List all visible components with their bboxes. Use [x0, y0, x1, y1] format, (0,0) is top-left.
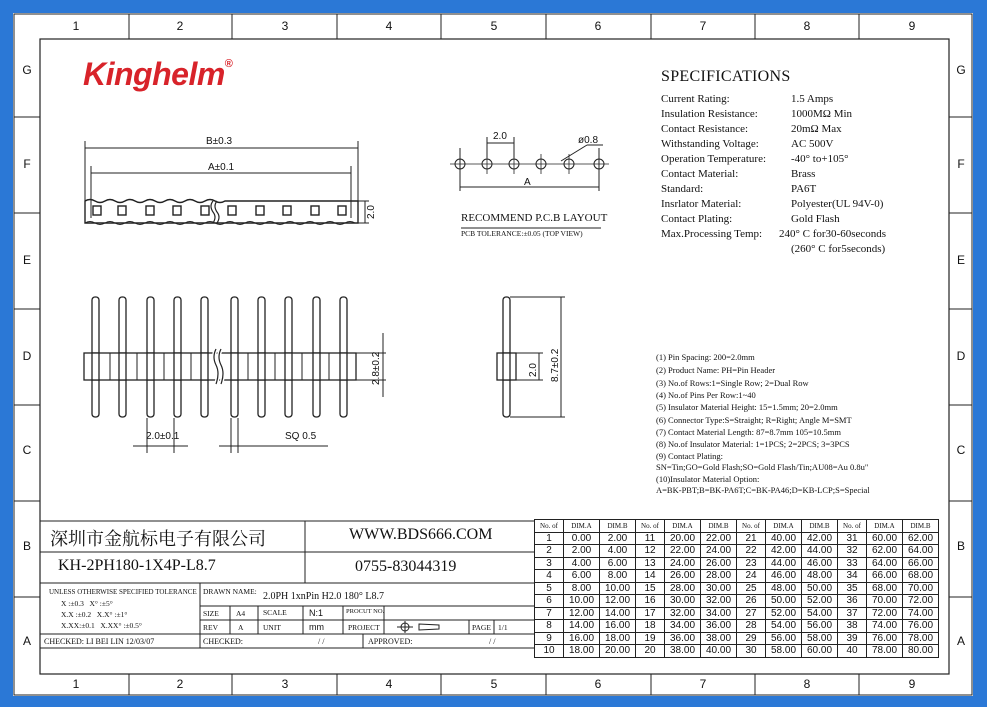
note-line: (7) Contact Material Length: 87=8.7mm 105=10.5mm	[656, 427, 841, 437]
table-cell: 33	[838, 557, 867, 570]
table-cell: 7	[535, 607, 564, 620]
col-header: DIM.A	[766, 520, 802, 533]
col-header: DIM.A	[564, 520, 600, 533]
table-cell: 14	[636, 570, 665, 583]
table-cell: 16.00	[600, 620, 636, 633]
zone-col-6: 6	[594, 19, 602, 33]
table-cell: 30.00	[665, 595, 701, 608]
front-height-label: 2.8±0.2	[371, 351, 382, 385]
table-cell: 18.00	[600, 632, 636, 645]
drawing-sheet	[13, 13, 973, 696]
spec-value: PA6T	[791, 183, 817, 195]
note-line: A=BK-PBT;B=BK-PA6T;C=BK-PA46;D=KB-LCP;S=Special	[656, 485, 870, 495]
table-cell: 36.00	[665, 632, 701, 645]
table-cell: 8	[535, 620, 564, 633]
table-cell: 34.00	[665, 620, 701, 633]
size-label: SIZE	[203, 609, 219, 618]
table-cell: 37	[838, 607, 867, 620]
note-line: (10)Insulator Material Option:	[656, 474, 760, 484]
col-header: DIM.B	[802, 520, 838, 533]
table-cell: 54.00	[802, 607, 838, 620]
scale-value: N:1	[309, 608, 324, 618]
note-line: (8) No.of Insulator Material: 1=1PCS; 2=2PCS; 3=3PCS	[656, 439, 850, 449]
table-cell: 30.00	[701, 582, 737, 595]
note-line: (6) Connector Type:S=Straight; R=Right; Angle M=SMT	[656, 415, 852, 425]
table-cell: 35	[838, 582, 867, 595]
zone-row-g-right: G	[956, 63, 966, 77]
table-row	[535, 645, 939, 658]
table-cell: 2	[535, 545, 564, 558]
table-cell: 34	[838, 570, 867, 583]
table-cell: 58.00	[802, 632, 838, 645]
table-cell: 50.00	[802, 582, 838, 595]
table-cell: 46.00	[802, 557, 838, 570]
note-line: (4) No.of Pins Per Row:1~40	[656, 390, 756, 400]
spec-label: Current Rating:	[661, 93, 730, 105]
part-number: KH-2PH180-1X4P-L8.7	[58, 557, 216, 574]
table-cell: 76.00	[867, 632, 903, 645]
table-cell: 2.00	[600, 532, 636, 545]
front-sq-label: SQ 0.5	[285, 431, 317, 442]
spec-row	[661, 153, 848, 165]
table-cell: 8.00	[564, 582, 600, 595]
tolerance-row	[61, 610, 127, 619]
table-cell: 5	[535, 582, 564, 595]
spec-label: Standard:	[661, 183, 704, 195]
spec-row	[661, 243, 885, 255]
note-line: (9) Contact Plating:	[656, 451, 724, 461]
table-cell: 72.00	[867, 607, 903, 620]
spec-value: Polyester(UL 94V-0)	[791, 198, 884, 210]
table-cell: 38	[838, 620, 867, 633]
phone-number: 0755-83044319	[355, 558, 457, 575]
table-cell: 22.00	[665, 545, 701, 558]
table-cell: 1	[535, 532, 564, 545]
note-line: (5) Insulator Material Height: 15=1.5mm; 20=2.0mm	[656, 402, 838, 412]
zone-row-b-right: B	[956, 539, 965, 553]
side-length-label: 8.7±0.2	[550, 348, 561, 382]
table-cell: 80.00	[903, 645, 939, 658]
table-cell: 40.00	[701, 645, 737, 658]
pcb-layout-title: RECOMMEND P.C.B LAYOUT	[461, 212, 608, 224]
spec-value: 240° C for30-60seconds	[779, 228, 887, 240]
table-row	[535, 532, 939, 545]
drawn-name: 2.0PH 1xnPin H2.0 180° L8.7	[263, 591, 384, 602]
table-cell: 56.00	[766, 632, 802, 645]
tolerance-row	[61, 599, 113, 608]
tolerance-header: UNLESS OTHERWISE SPECIFIED TOLERANCE	[49, 588, 197, 596]
table-cell: 17	[636, 607, 665, 620]
rev-label: REV	[203, 623, 218, 632]
unit-value: mm	[309, 622, 324, 632]
spec-row	[661, 213, 840, 225]
table-cell: 52.00	[766, 607, 802, 620]
table-cell: 24	[737, 570, 766, 583]
col-header: DIM.B	[701, 520, 737, 533]
col-header: DIM.B	[903, 520, 939, 533]
table-cell: 22	[737, 545, 766, 558]
zone-col-1: 1	[72, 19, 80, 33]
spec-row	[661, 168, 815, 180]
zone-col-8: 8	[803, 19, 811, 33]
zone-col-7: 7	[699, 19, 707, 33]
spec-row	[661, 198, 883, 210]
zone-row-f: F	[23, 157, 31, 171]
table-cell: 28	[737, 620, 766, 633]
spec-label: Withstanding Voltage:	[661, 138, 759, 150]
table-cell: 64.00	[867, 557, 903, 570]
project-label: PROJECT	[348, 623, 380, 632]
table-cell: 36.00	[701, 620, 737, 633]
table-cell: 16.00	[564, 632, 600, 645]
logo-text: Kinghelm	[83, 56, 225, 92]
table-cell: 11	[636, 532, 665, 545]
pcb-span-label: A	[524, 177, 531, 188]
table-cell: 64.00	[903, 545, 939, 558]
table-cell: 72.00	[903, 595, 939, 608]
table-cell: 48.00	[802, 570, 838, 583]
table-cell: 74.00	[867, 620, 903, 633]
zone-col-9-bottom: 9	[908, 677, 916, 691]
table-cell: 2.00	[564, 545, 600, 558]
zone-col-1-bottom: 1	[72, 677, 80, 691]
approved-date: / /	[489, 637, 496, 646]
unit-label: UNIT	[263, 623, 281, 632]
table-cell: 6	[535, 595, 564, 608]
zone-row-c-right: C	[956, 443, 966, 457]
specifications-title: SPECIFICATIONS	[661, 68, 791, 85]
table-cell: 6.00	[564, 570, 600, 583]
zone-row-a-right: A	[956, 634, 965, 648]
dimension-table	[534, 519, 939, 658]
tolerance-angular: X.XX° :±0.5°	[100, 621, 142, 630]
table-cell: 40.00	[766, 532, 802, 545]
table-cell: 66.00	[903, 557, 939, 570]
table-cell: 14.00	[564, 620, 600, 633]
table-cell: 23	[737, 557, 766, 570]
rev-value: A	[238, 623, 244, 632]
table-cell: 54.00	[766, 620, 802, 633]
table-cell: 70.00	[867, 595, 903, 608]
table-row	[535, 595, 939, 608]
table-cell: 20.00	[665, 532, 701, 545]
zone-row-g: G	[22, 63, 32, 77]
table-cell: 68.00	[867, 582, 903, 595]
front-pitch-label: 2.0±0.1	[146, 431, 180, 442]
page-value: 1/1	[498, 623, 508, 632]
pcb-pitch-label: 2.0	[493, 131, 507, 142]
note-line: (2) Product Name: PH=Pin Header	[656, 365, 776, 375]
zone-col-3: 3	[281, 19, 289, 33]
page-label: PAGE	[472, 623, 491, 632]
table-cell: 32	[838, 545, 867, 558]
zone-row-e: E	[22, 253, 31, 267]
table-cell: 56.00	[802, 620, 838, 633]
table-cell: 26.00	[701, 557, 737, 570]
tolerance-row	[61, 621, 142, 630]
table-row	[535, 582, 939, 595]
size-value: A4	[236, 609, 246, 618]
table-cell: 13	[636, 557, 665, 570]
spec-value: Brass	[791, 168, 816, 180]
table-cell: 27	[737, 607, 766, 620]
table-cell: 78.00	[867, 645, 903, 658]
drawn-name-label: DRAWN NAME:	[203, 587, 257, 596]
col-header: No. of	[636, 520, 665, 533]
spec-value: -40° to+105°	[791, 153, 849, 165]
company-website: WWW.BDS666.COM	[349, 526, 493, 543]
zone-col-5-bottom: 5	[490, 677, 498, 691]
company-name: 深圳市金航标电子有限公司	[50, 529, 266, 550]
col-header: DIM.A	[867, 520, 903, 533]
spec-value: AC 500V	[791, 138, 834, 150]
spec-label: Insulation Resistance:	[661, 108, 758, 120]
spec-label: Max.Processing Temp:	[661, 228, 763, 240]
table-cell: 18.00	[564, 645, 600, 658]
spec-value: 20mΩ Max	[791, 123, 842, 135]
checked-label: CHECKED:	[203, 637, 243, 646]
zone-row-c: C	[22, 443, 32, 457]
table-cell: 28.00	[701, 570, 737, 583]
table-cell: 9	[535, 632, 564, 645]
table-cell: 26	[737, 595, 766, 608]
spec-value: 1000MΩ Min	[791, 108, 853, 120]
table-cell: 32.00	[701, 595, 737, 608]
spec-label: Contact Material:	[661, 168, 739, 180]
tolerance-linear: X :±0.3	[61, 599, 84, 608]
table-cell: 19	[636, 632, 665, 645]
scale-label: SCALE	[263, 608, 287, 617]
tolerance-angular: X.X° :±1°	[96, 610, 128, 619]
spec-row	[661, 138, 833, 150]
table-cell: 74.00	[903, 607, 939, 620]
table-cell: 66.00	[867, 570, 903, 583]
spec-row	[661, 228, 886, 240]
table-cell: 39	[838, 632, 867, 645]
table-cell: 20	[636, 645, 665, 658]
table-cell: 8.00	[600, 570, 636, 583]
zone-col-6-bottom: 6	[594, 677, 602, 691]
table-cell: 32.00	[665, 607, 701, 620]
zone-row-b: B	[22, 539, 31, 553]
dim-b-label: B±0.3	[206, 136, 233, 147]
table-cell: 31	[838, 532, 867, 545]
dim-height-label: 2.0	[366, 205, 377, 219]
table-row	[535, 620, 939, 633]
zone-row-d: D	[22, 349, 32, 363]
kinghelm-logo	[83, 56, 232, 93]
table-cell: 26.00	[665, 570, 701, 583]
table-cell: 12.00	[600, 595, 636, 608]
table-cell: 62.00	[867, 545, 903, 558]
table-row	[535, 557, 939, 570]
col-header: No. of	[838, 520, 867, 533]
table-cell: 48.00	[766, 582, 802, 595]
table-cell: 24.00	[665, 557, 701, 570]
spec-row	[661, 93, 833, 105]
table-row	[535, 632, 939, 645]
col-header: No. of	[737, 520, 766, 533]
spec-value: 1.5 Amps	[791, 93, 834, 105]
table-cell: 28.00	[665, 582, 701, 595]
table-cell: 78.00	[903, 632, 939, 645]
tolerance-linear: X.X :±0.2	[61, 610, 92, 619]
table-cell: 52.00	[802, 595, 838, 608]
note-line: (1) Pin Spacing: 200=2.0mm	[656, 352, 755, 362]
table-cell: 24.00	[701, 545, 737, 558]
product-no-label: PROCUT NO.	[346, 608, 385, 615]
zone-col-8-bottom: 8	[803, 677, 811, 691]
table-cell: 42.00	[802, 532, 838, 545]
registered-mark: ®	[224, 58, 233, 71]
side-body-label: 2.0	[528, 363, 539, 377]
zone-col-9: 9	[908, 19, 916, 33]
table-cell: 70.00	[903, 582, 939, 595]
spec-label: Insrlator Material:	[661, 198, 742, 210]
dim-a-label: A±0.1	[208, 162, 235, 173]
tolerance-angular: X° :±5°	[89, 599, 113, 608]
table-cell: 62.00	[903, 532, 939, 545]
table-cell: 29	[737, 632, 766, 645]
table-cell: 4.00	[564, 557, 600, 570]
table-cell: 12.00	[564, 607, 600, 620]
table-cell: 12	[636, 545, 665, 558]
note-line: (3) No.of Rows:1=Single Row; 2=Dual Row	[656, 378, 809, 388]
table-cell: 44.00	[766, 557, 802, 570]
table-cell: 44.00	[802, 545, 838, 558]
col-header: DIM.B	[600, 520, 636, 533]
table-cell: 58.00	[766, 645, 802, 658]
zone-col-2-bottom: 2	[176, 677, 184, 691]
table-cell: 25	[737, 582, 766, 595]
tolerance-linear: X.XX:±0.1	[61, 621, 95, 630]
table-cell: 60.00	[867, 532, 903, 545]
table-cell: 30	[737, 645, 766, 658]
zone-col-7-bottom: 7	[699, 677, 707, 691]
table-cell: 18	[636, 620, 665, 633]
spec-value: Gold Flash	[791, 213, 840, 225]
table-cell: 10.00	[600, 582, 636, 595]
table-cell: 46.00	[766, 570, 802, 583]
spec-row	[661, 108, 852, 120]
spec-row	[661, 183, 816, 195]
table-cell: 4	[535, 570, 564, 583]
table-cell: 6.00	[600, 557, 636, 570]
table-cell: 4.00	[600, 545, 636, 558]
zone-col-4: 4	[385, 19, 393, 33]
pcb-tolerance: PCB TOLERANCE:±0.05 (TOP VIEW)	[461, 229, 583, 238]
table-cell: 22.00	[701, 532, 737, 545]
table-cell: 10.00	[564, 595, 600, 608]
table-row	[535, 607, 939, 620]
table-row	[535, 570, 939, 583]
table-cell: 0.00	[564, 532, 600, 545]
table-cell: 14.00	[600, 607, 636, 620]
zone-row-f-right: F	[957, 157, 965, 171]
table-cell: 50.00	[766, 595, 802, 608]
zone-row-a: A	[22, 634, 31, 648]
checked-date: / /	[318, 637, 325, 646]
table-cell: 3	[535, 557, 564, 570]
table-cell: 38.00	[665, 645, 701, 658]
table-cell: 21	[737, 532, 766, 545]
table-cell: 76.00	[903, 620, 939, 633]
zone-col-4-bottom: 4	[385, 677, 393, 691]
table-cell: 40	[838, 645, 867, 658]
spec-label: Operation Temperature:	[661, 153, 767, 165]
table-header-row	[535, 520, 939, 533]
zone-col-5: 5	[490, 19, 498, 33]
table-cell: 10	[535, 645, 564, 658]
spec-label: Contact Resistance:	[661, 123, 749, 135]
checked-by: CHECKED: LI BEI LIN 12/03/07	[44, 637, 155, 646]
approved-label: APPROVED:	[368, 637, 413, 646]
table-cell: 42.00	[766, 545, 802, 558]
zone-col-2: 2	[176, 19, 184, 33]
table-cell: 68.00	[903, 570, 939, 583]
table-row	[535, 545, 939, 558]
spec-value: (260° C for5seconds)	[791, 243, 886, 255]
spec-row	[661, 123, 842, 135]
spec-label: Contact Plating:	[661, 213, 733, 225]
zone-col-3-bottom: 3	[281, 677, 289, 691]
zone-row-d-right: D	[956, 349, 966, 363]
table-cell: 16	[636, 595, 665, 608]
table-cell: 38.00	[701, 632, 737, 645]
table-cell: 36	[838, 595, 867, 608]
col-header: No. of	[535, 520, 564, 533]
zone-row-e-right: E	[956, 253, 965, 267]
table-cell: 60.00	[802, 645, 838, 658]
pcb-hole-label: ø0.8	[578, 135, 599, 146]
note-line: SN=Tin;GO=Gold Flash;SO=Gold Flash/Tin;AU08=Au 0.8u"	[656, 462, 869, 472]
col-header: DIM.A	[665, 520, 701, 533]
table-cell: 20.00	[600, 645, 636, 658]
table-cell: 15	[636, 582, 665, 595]
table-cell: 34.00	[701, 607, 737, 620]
